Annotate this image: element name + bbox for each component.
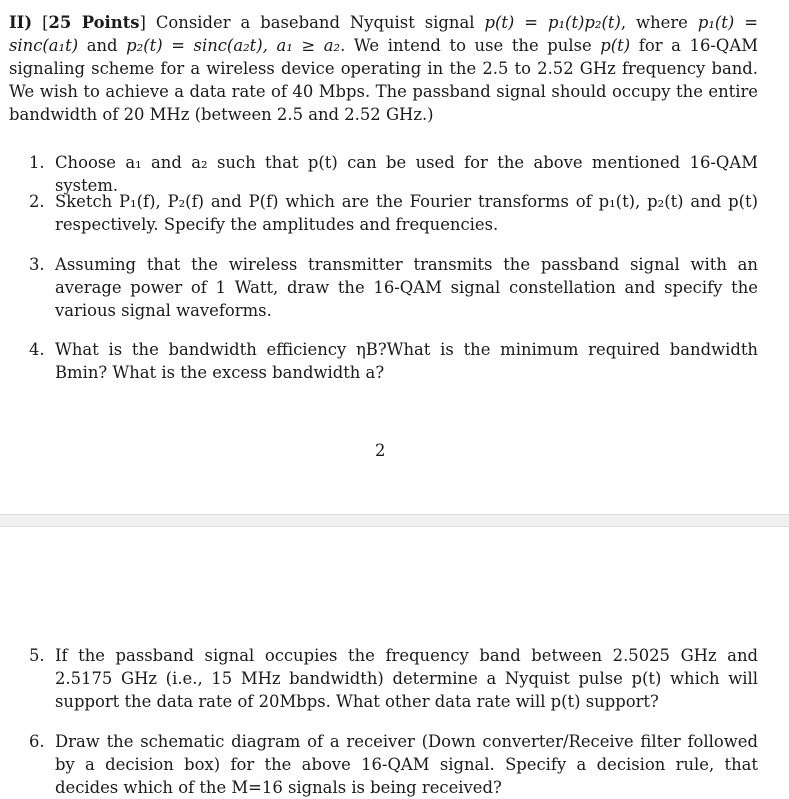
intro-text-b: , where [620,13,698,32]
document-page-2 [0,527,789,799]
problem-label: II) [9,13,33,32]
intro-text-d: . We intend to use the pulse [340,36,601,55]
question-item-4 [29,338,758,384]
intro-text-e: for a 16-QAM signaling scheme for a wireless device operating in the 2.5 to 2.52 GHz frequency band. We wish to achieve a data rate of 40 Mbps. The passband signal should occupy the entire bandwidth of 20 MHz (between 2.5 and 2.52 GHz.) [9,36,758,124]
item-text: If the passband signal occupies the frequency band between 2.5025 GHz and 2.5175 GHz (i.e., 15 MHz bandwidth) determine a Nyquist pulse p(t) which will support the data rate of 20Mbps. What other data rate will p(t) support? [55,646,758,711]
intro-text-c: and [78,36,127,55]
item-number: 4. [29,340,45,359]
page-separator [0,514,789,527]
equation-p2: p₂(t) = sinc(a₂t), a₁ ≥ a₂ [126,36,341,55]
page-number: 2 [375,441,386,460]
item-number: 6. [29,732,45,751]
problem-intro [9,11,758,126]
equation-p1: p₁(t) = sinc(a₁t) [9,13,758,55]
item-text: Choose a₁ and a₂ such that p(t) can be used for the above mentioned 16-QAM system. [55,153,758,195]
question-item-5 [29,644,758,713]
item-number: 3. [29,255,45,274]
item-text: Draw the schematic diagram of a receiver (Down converter/Receive filter followed by a decision box) for the above 16-QAM signal. Specify a decision rule, that decides which of the M=16 signals is being received? [55,732,758,797]
item-number: 1. [29,153,45,172]
question-item-2 [29,190,758,236]
points-label: [25 Points] [42,13,146,32]
question-item-3 [29,253,758,322]
item-number: 5. [29,646,45,665]
item-number: 2. [29,192,45,211]
item-text: Sketch P₁(f), P₂(f) and P(f) which are the Fourier transforms of p₁(t), p₂(t) and p(t) respectively. Specify the amplitudes and frequencies. [55,192,758,234]
question-item-6 [29,730,758,799]
intro-text-a: Consider a baseband Nyquist signal [145,13,485,32]
item-text: Assuming that the wireless transmitter transmits the passband signal with an average power of 1 Watt, draw the 16-QAM signal constellation and specify the various signal waveforms. [55,255,758,320]
item-text: What is the bandwidth efficiency ηB?What is the minimum required bandwidth Bmin? What is the excess bandwidth a? [55,340,758,382]
equation-p: p(t) = p₁(t)p₂(t) [484,13,621,32]
equation-pt: p(t) [600,36,631,55]
